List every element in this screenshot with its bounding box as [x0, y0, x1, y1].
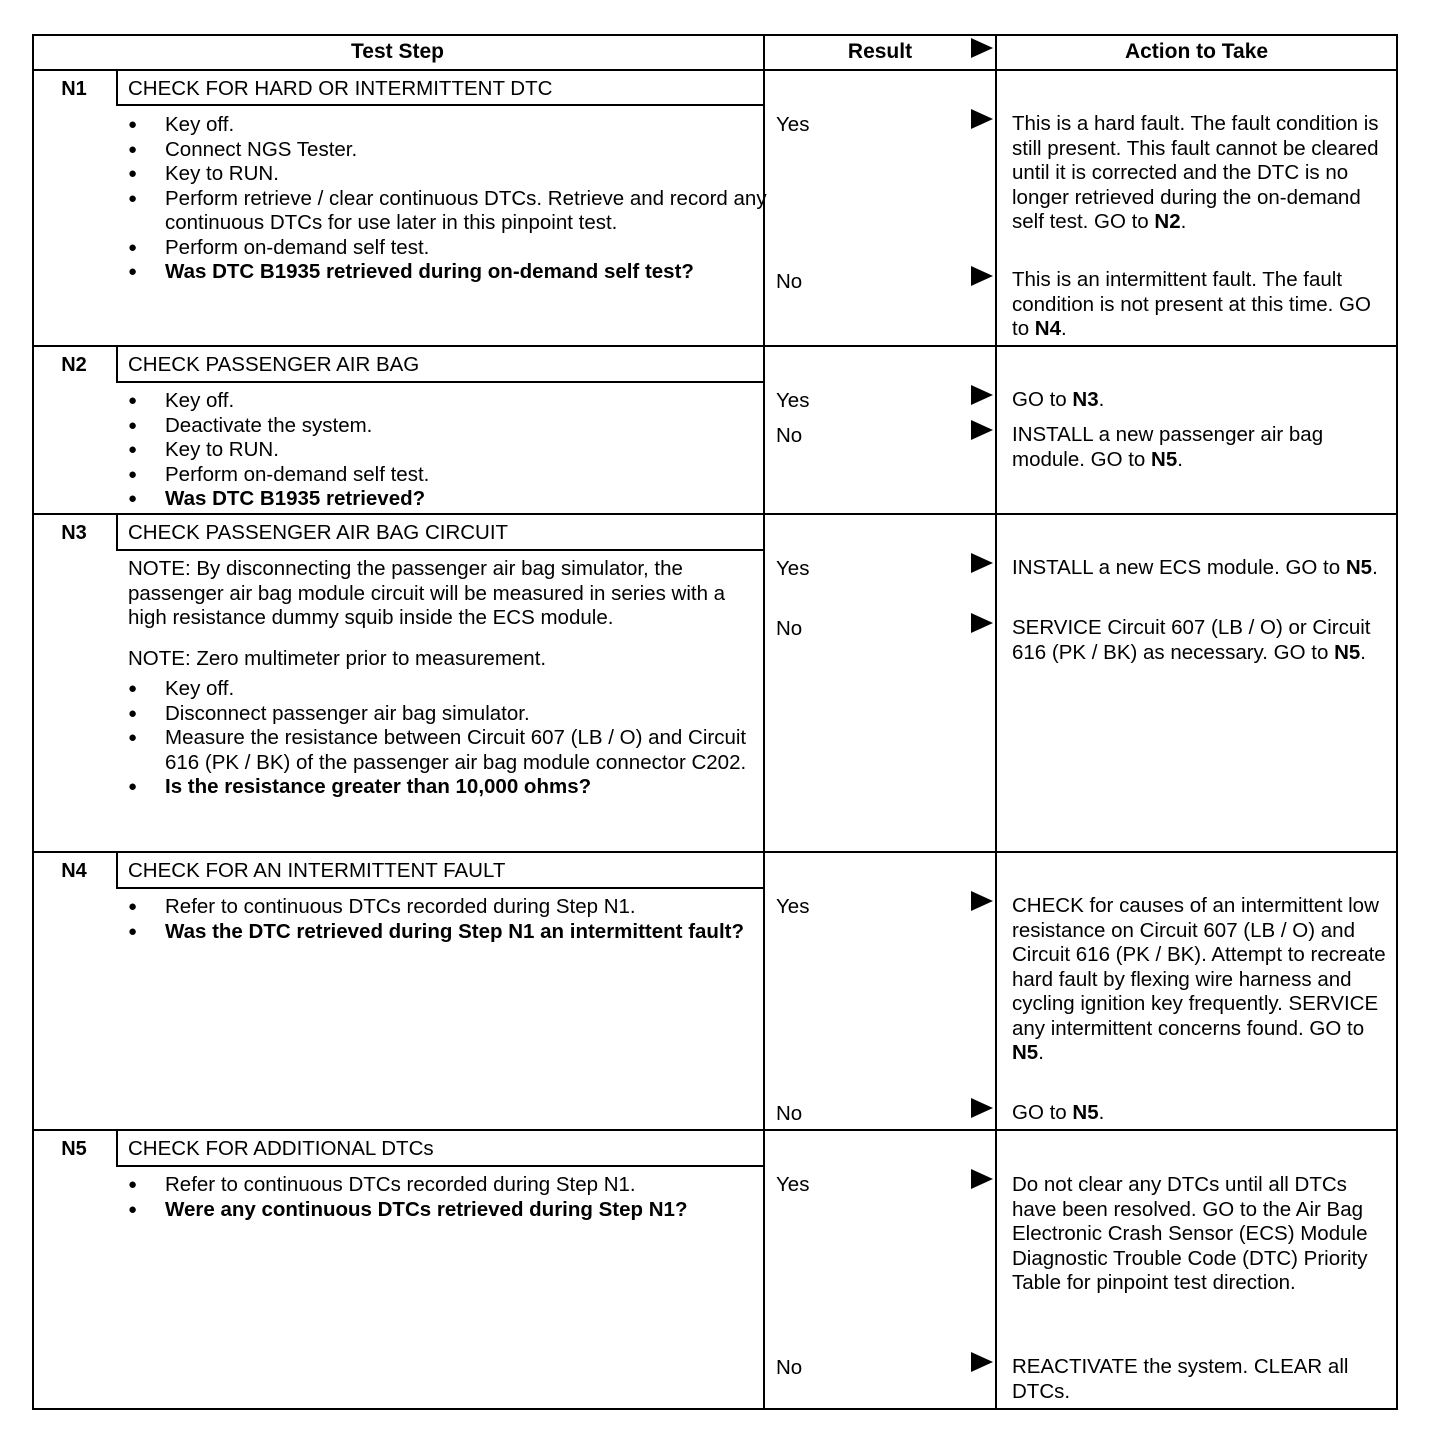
action-text: This is an intermittent fault. The fault condition is not present at this time. GO to — [1012, 268, 1371, 340]
step-n1-bullets — [128, 113, 768, 285]
note-text: NOTE: By disconnecting the passenger air bag simulator, the passenger air bag module circuit will be measured in series with a high resistance dummy squib inside the ECS module. — [128, 557, 726, 629]
action-no-n3 — [1012, 616, 1392, 665]
action-no-n2 — [1012, 423, 1392, 472]
action-column-divider — [995, 34, 997, 1410]
action-end: . — [1038, 1041, 1044, 1064]
action-text: SERVICE Circuit 607 (LB / O) or Circuit 616 (PK / BK) as necessary. GO to — [1012, 616, 1371, 664]
header-result: Result — [847, 39, 913, 63]
bullet-item: ● Key off. — [128, 389, 768, 414]
action-end: . — [1360, 640, 1366, 664]
action-end: . — [1098, 388, 1105, 411]
bullet-item: ● Refer to continuous DTCs recorded during Step N1. — [128, 895, 768, 920]
goto-step: N5 — [1334, 640, 1361, 664]
step-title-n2: CHECK PASSENGER AIR BAG — [128, 353, 420, 376]
action-text: This is a hard fault. The fault condition is still present. This fault cannot be cleared until it is corrected and the DTC is no longer retrieved during the on-demand self test. GO to — [1012, 112, 1379, 233]
action-end: . — [1180, 210, 1187, 233]
bullet-question: ● Was the DTC retrieved during Step N1 an intermittent fault? — [128, 920, 768, 945]
action-end: . — [1098, 1101, 1105, 1124]
header-divider — [32, 69, 1398, 71]
row-divider-n3 — [32, 513, 1398, 515]
bullet-item: ● Key to RUN. — [128, 162, 768, 187]
id-divider-n2 — [116, 345, 118, 382]
arrow-icon — [971, 420, 993, 440]
note-text: NOTE: Zero multimeter prior to measurement. — [128, 646, 547, 670]
bullet-item: ● Disconnect passenger air bag simulator. — [128, 702, 768, 727]
id-divider-n5 — [116, 1129, 118, 1166]
title-underline-n2 — [116, 381, 763, 383]
result-no-n4: No — [776, 1102, 803, 1125]
result-yes-n5: Yes — [776, 1173, 810, 1196]
action-text: INSTALL a new passenger air bag module. GO to — [1012, 423, 1324, 471]
result-yes-n3: Yes — [776, 557, 810, 580]
arrow-icon — [971, 266, 993, 286]
step-n3-body — [128, 557, 768, 800]
title-underline-n1 — [116, 104, 763, 106]
table-left-border — [32, 34, 34, 1410]
bullet-question: ● Were any continuous DTCs retrieved during Step N1? — [128, 1198, 768, 1223]
bullet-question: ● Was DTC B1935 retrieved during on-demand self test? — [128, 260, 768, 285]
result-no-n3: No — [776, 617, 803, 640]
action-yes-n2 — [1012, 388, 1392, 413]
bullet-item: ● Connect NGS Tester. — [128, 138, 768, 163]
step-title-n4: CHECK FOR AN INTERMITTENT FAULT — [128, 859, 506, 882]
action-no-n5 — [1012, 1355, 1392, 1404]
header-test-step: Test Step — [351, 39, 444, 63]
table-bottom-border — [32, 1408, 1398, 1410]
bullet-item: ● Perform on-demand self test. — [128, 236, 768, 261]
bullet-item: ● Refer to continuous DTCs recorded during Step N1. — [128, 1173, 768, 1198]
action-end: . — [1177, 447, 1183, 471]
step-id-n4: N4 — [61, 860, 87, 882]
arrow-icon — [971, 1352, 993, 1372]
bullet-item: ● Perform on-demand self test. — [128, 463, 768, 488]
result-no-n5: No — [776, 1356, 803, 1379]
action-text: INSTALL a new ECS module. GO to — [1012, 556, 1346, 579]
action-text: GO to — [1012, 1101, 1073, 1124]
bullet-item: ● Key off. — [128, 677, 768, 702]
bullet-item: ● Key off. — [128, 113, 768, 138]
id-divider-n3 — [116, 513, 118, 550]
result-no-n1: No — [776, 270, 803, 293]
goto-step: N2 — [1154, 210, 1181, 233]
header-action: Action to Take — [1124, 39, 1269, 63]
goto-step: N5 — [1012, 1041, 1039, 1064]
arrow-icon — [971, 613, 993, 633]
goto-step: N5 — [1151, 447, 1178, 471]
step-n2-bullets — [128, 389, 768, 512]
step-n5-bullets — [128, 1173, 768, 1222]
id-divider-n4 — [116, 851, 118, 888]
step-id-n2: N2 — [61, 354, 87, 376]
arrow-icon — [971, 385, 993, 405]
action-end: . — [1061, 317, 1067, 340]
action-no-n4 — [1012, 1101, 1392, 1126]
step-title-n1: CHECK FOR HARD OR INTERMITTENT DTC — [128, 77, 553, 100]
arrow-icon — [971, 109, 993, 129]
bullet-item: ● Measure the resistance between Circuit 607 (LB / O) and Circuit 616 (PK / BK) of the passenger air bag module connector C202. — [128, 726, 768, 775]
step-id-n5: N5 — [61, 1138, 87, 1160]
action-yes-n5 — [1012, 1173, 1392, 1296]
result-no-n2: No — [776, 424, 803, 447]
arrow-icon — [971, 1098, 993, 1118]
table-right-border — [1396, 34, 1398, 1410]
header-arrow-icon — [971, 38, 993, 58]
action-no-n1 — [1012, 268, 1392, 342]
goto-step: N5 — [1072, 1101, 1099, 1124]
goto-step: N3 — [1072, 388, 1099, 411]
bullet-item: ● Deactivate the system. — [128, 414, 768, 439]
action-yes-n4 — [1012, 894, 1392, 1066]
goto-step: N4 — [1034, 317, 1062, 340]
title-underline-n4 — [116, 887, 763, 889]
id-divider-n1 — [116, 69, 118, 105]
title-underline-n5 — [116, 1165, 763, 1167]
step-n4-bullets — [128, 895, 768, 944]
step-title-n3: CHECK PASSENGER AIR BAG CIRCUIT — [128, 521, 509, 544]
arrow-icon — [971, 891, 993, 911]
arrow-icon — [971, 553, 993, 573]
goto-step: N5 — [1345, 556, 1373, 579]
arrow-icon — [971, 1169, 993, 1189]
action-end: . — [1372, 556, 1378, 579]
result-yes-n1: Yes — [776, 113, 810, 136]
row-divider-n4 — [32, 851, 1398, 853]
step-id-n3: N3 — [61, 522, 87, 544]
action-text: REACTIVATE the system. CLEAR all DTCs. — [1012, 1355, 1349, 1403]
row-divider-n5 — [32, 1129, 1398, 1131]
row-divider-n2 — [32, 345, 1398, 347]
step-title-n5: CHECK FOR ADDITIONAL DTCs — [128, 1137, 434, 1160]
action-yes-n1 — [1012, 112, 1392, 235]
result-yes-n4: Yes — [776, 895, 810, 918]
bullet-item: ● Perform retrieve / clear continuous DTCs. Retrieve and record any continuous DTCs for use later in this pinpoint test. — [128, 187, 768, 236]
step-id-n1: N1 — [61, 78, 87, 100]
action-text: GO to — [1012, 388, 1073, 411]
bullet-item: ● Key to RUN. — [128, 438, 768, 463]
diagnostic-table — [32, 34, 1398, 1410]
action-text: CHECK for causes of an intermittent low resistance on Circuit 607 (LB / O) and Circuit 616 (PK / BK). Attempt to recreate hard fault by flexing wire harness and cycling ignition key frequently. SERVICE any intermittent concerns found. GO to — [1012, 894, 1386, 1040]
result-yes-n2: Yes — [776, 389, 810, 412]
bullet-question: ● Was DTC B1935 retrieved? — [128, 487, 768, 512]
bullet-question: ● Is the resistance greater than 10,000 ohms? — [128, 775, 768, 800]
title-underline-n3 — [116, 549, 763, 551]
action-yes-n3 — [1012, 556, 1392, 581]
action-text: Do not clear any DTCs until all DTCs have been resolved. GO to the Air Bag Electronic Crash Sensor (ECS) Module Diagnostic Trouble Code (DTC) Priority Table for pinpoint test direction. — [1012, 1173, 1368, 1294]
